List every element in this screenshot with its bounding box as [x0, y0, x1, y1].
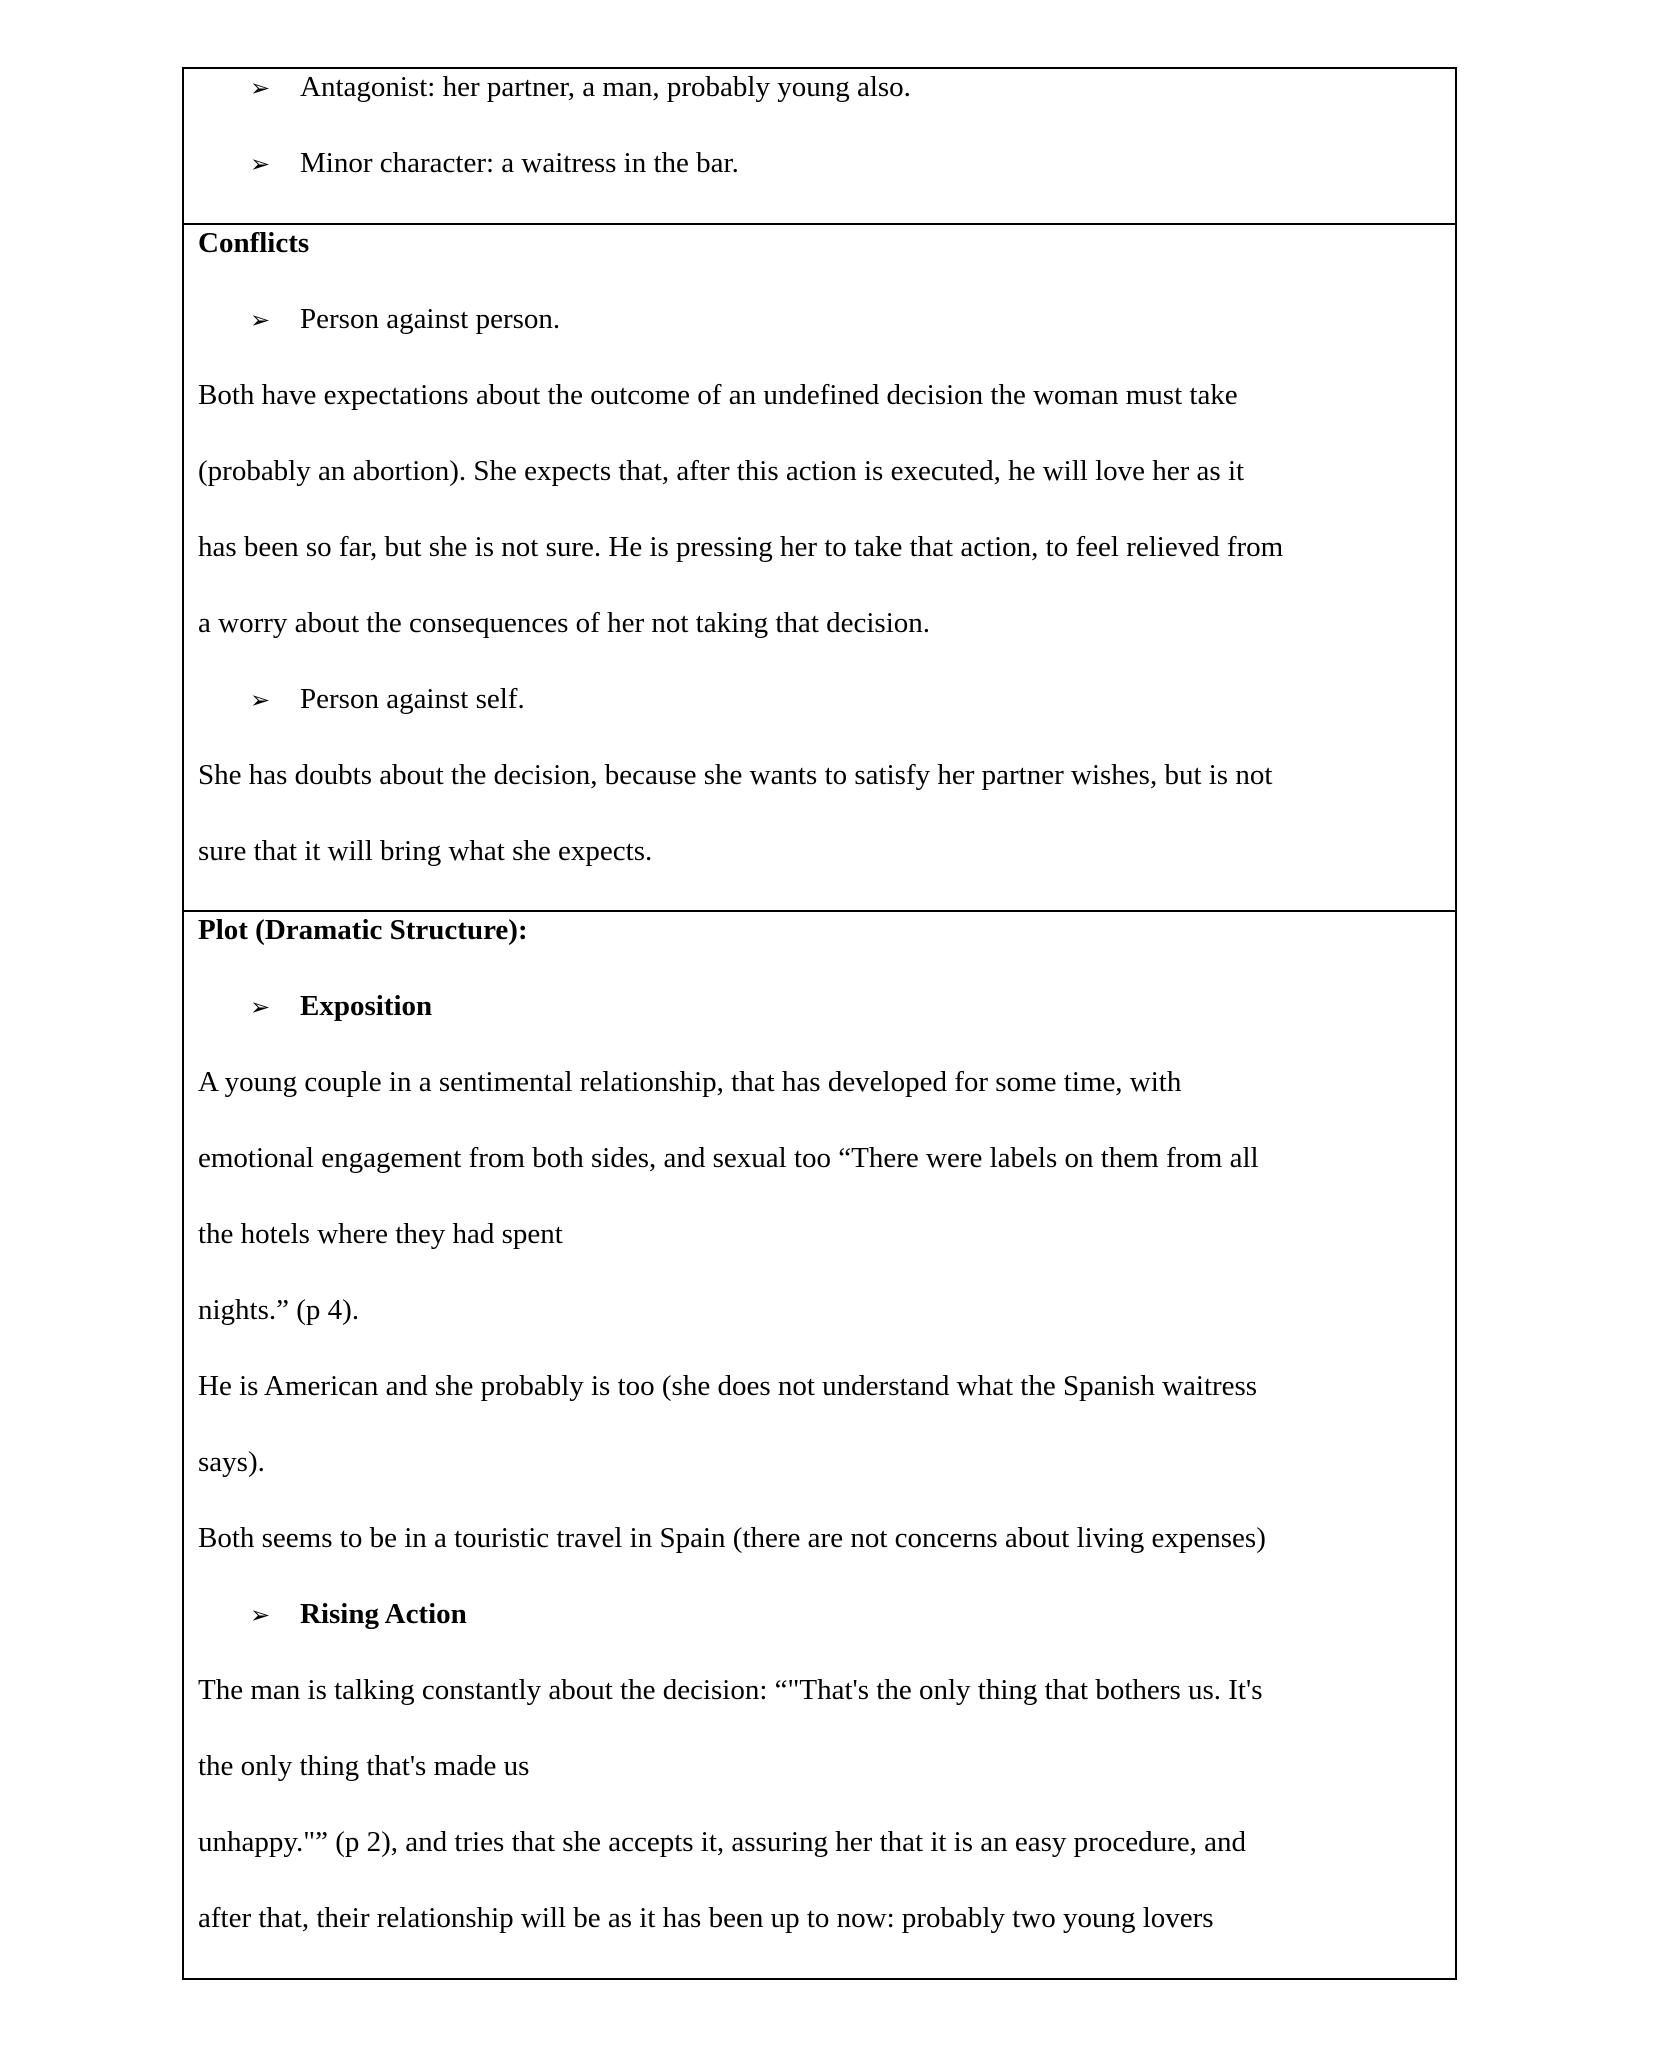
paragraph-line: Both have expectations about the outcome of an undefined decision the woman must take: [198, 379, 1238, 411]
arrow-bullet-icon: ➢: [250, 993, 271, 1021]
rising-action-label: Rising Action: [300, 1598, 467, 1630]
conflicts-cell: [184, 223, 1455, 910]
exposition-label: Exposition: [300, 990, 433, 1022]
bullet-person-against-person: [250, 301, 560, 338]
paragraph-line: a worry about the consequences of her not taking that decision.: [198, 607, 931, 639]
paragraph-line: (probably an abortion). She expects that, after this action is executed, he will love her as it: [198, 455, 1245, 487]
arrow-bullet-icon: ➢: [250, 150, 271, 178]
paragraph-line: after that, their relationship will be as it has been up to now: probably two young lovers: [198, 1902, 1214, 1934]
arrow-bullet-icon: ➢: [250, 306, 271, 334]
plot-cell: [184, 910, 1455, 1978]
characters-cell: [184, 69, 1455, 223]
plot-heading: Plot (Dramatic Structure):: [198, 914, 528, 946]
paragraph-line: A young couple in a sentimental relationship, that has developed for some time, with: [198, 1066, 1182, 1098]
paragraph-line: She has doubts about the decision, because she wants to satisfy her partner wishes, but is not: [198, 759, 1273, 791]
arrow-bullet-icon: ➢: [250, 1601, 271, 1629]
paragraph-line: nights.” (p 4).: [198, 1294, 360, 1326]
conflict-type-text: Person against person.: [300, 303, 561, 335]
paragraph-line: emotional engagement from both sides, and sexual too “There were labels on them from all: [198, 1142, 1259, 1174]
minor-character-text: Minor character: a waitress in the bar.: [300, 147, 739, 179]
paragraph-line: unhappy."” (p 2), and tries that she accepts it, assuring her that it is an easy procedure, and: [198, 1826, 1246, 1858]
bullet-person-against-self: [250, 681, 525, 718]
paragraph-line: Both seems to be in a touristic travel in Spain (there are not concerns about living expenses): [198, 1522, 1266, 1554]
arrow-bullet-icon: ➢: [250, 686, 271, 714]
bullet-antagonist: [250, 69, 911, 106]
bullet-rising-action: [250, 1596, 467, 1633]
bullet-exposition: [250, 988, 432, 1025]
bullet-minor-character: [250, 145, 739, 182]
paragraph-line: says).: [198, 1446, 265, 1478]
paragraph-line: the hotels where they had spent: [198, 1218, 563, 1250]
conflicts-heading: Conflicts: [198, 227, 310, 259]
arrow-bullet-icon: ➢: [250, 74, 271, 102]
paragraph-line: has been so far, but she is not sure. He is pressing her to take that action, to feel relieved from: [198, 531, 1284, 563]
paragraph-line: the only thing that's made us: [198, 1750, 530, 1782]
paragraph-line: sure that it will bring what she expects.: [198, 835, 653, 867]
paragraph-line: The man is talking constantly about the decision: “"That's the only thing that bothers us. It's: [198, 1674, 1263, 1706]
conflict-type-text: Person against self.: [300, 683, 525, 715]
paragraph-line: He is American and she probably is too (she does not understand what the Spanish waitress: [198, 1370, 1258, 1402]
analysis-table: [182, 67, 1457, 1980]
antagonist-text: Antagonist: her partner, a man, probably young also.: [300, 71, 911, 103]
